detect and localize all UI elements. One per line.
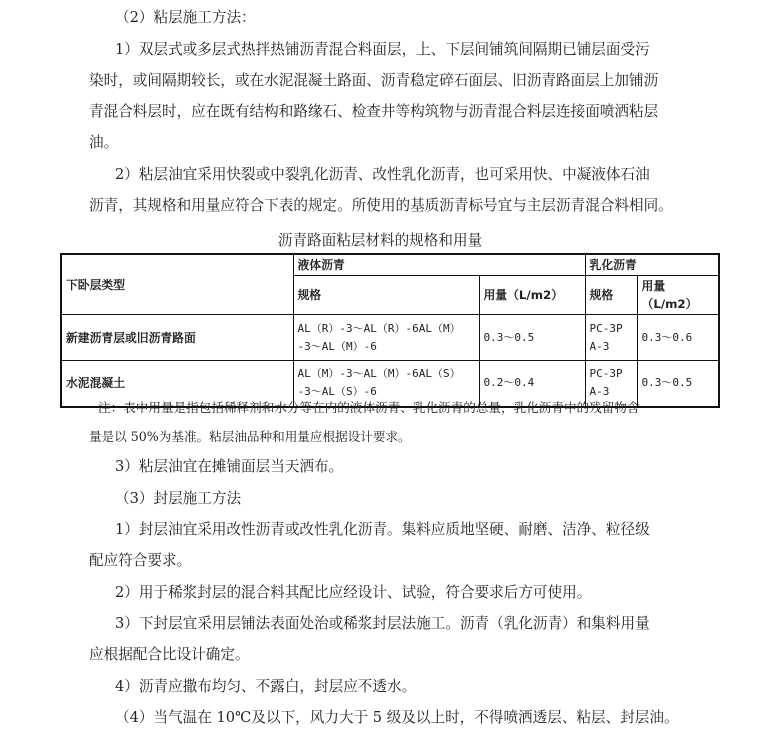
seal-item4: 4）沥青应撒布均匀、不露白，封层应不透水。 — [115, 678, 417, 695]
seal-item3-line2: 应根据配合比设计确定。 — [89, 646, 250, 663]
header-emulsified-asphalt: 乳化沥青 — [585, 254, 719, 276]
header-layer-type: 下卧层类型 — [61, 254, 293, 315]
tack-item1-line4: 油。 — [89, 134, 119, 151]
weather-condition: （4）当气温在 10℃及以下，风力大于 5 级及以上时，不得喷洒透层、粘层、封层油。 — [115, 709, 679, 726]
row-emul-dosage: 0.3～0.5 — [637, 361, 719, 407]
table-caption: 沥青路面粘层材料的规格和用量 — [277, 232, 483, 249]
row-emul-spec: PC-3P A-3 — [585, 361, 637, 407]
header-spec-2: 规格 — [585, 276, 637, 315]
table-row — [61, 315, 719, 361]
seal-item1-line2: 配应符合要求。 — [89, 552, 192, 569]
row-liquid-dosage: 0.2～0.4 — [479, 361, 585, 407]
row-liquid-spec: AL（M）-3～AL（M）-6AL（S） -3～AL（S）-6 — [293, 361, 479, 407]
tack-item2-line2: 沥青，其规格和用量应符合下表的规定。所使用的基质沥青标号宜与主层沥青混合料相同。 — [89, 197, 673, 214]
tack-item3: 3）粘层油宜在摊铺面层当天洒布。 — [115, 458, 344, 475]
header-spec: 规格 — [293, 276, 479, 315]
tack-coat-heading: （2）粘层施工方法： — [115, 9, 256, 26]
row-liquid-dosage: 0.3～0.5 — [479, 315, 585, 361]
row-liquid-spec: AL（R）-3～AL（R）-6AL（M） -3～AL（M）-6 — [293, 315, 479, 361]
tack-item1-line2: 染时，或间隔期较长，或在水泥混凝土路面、沥青稳定碎石面层、旧沥青路面层上加铺沥 — [89, 72, 659, 89]
header-dosage: 用量（L/m2） — [479, 276, 585, 315]
table-note-line1: 注：表中用量是指包括稀释剂和水分等在内的液体沥青、乳化沥青的总量，乳化沥青中的残留物含 — [98, 400, 640, 415]
row-emul-spec: PC-3P A-3 — [585, 315, 637, 361]
header-liquid-asphalt: 液体沥青 — [293, 254, 585, 276]
tack-item1-line1: 1）双层式或多层式热拌热铺沥青混合料面层，上、下层间铺筑间隔期已铺层面受污 — [115, 41, 650, 58]
seal-item1-line1: 1）封层油宜采用改性沥青或改性乳化沥青。集料应质地坚硬、耐磨、洁净、粒径级 — [115, 521, 650, 538]
seal-item3-line1: 3）下封层宜采用层铺法表面处治或稀浆封层法施工。沥青（乳化沥青）和集料用量 — [115, 615, 650, 632]
seal-item2: 2）用于稀浆封层的混合料其配比应经设计、试验，符合要求后方可使用。 — [115, 584, 592, 601]
table-note-line2: 量是以 50%为基准。粘层油品种和用量应根据设计要求。 — [89, 429, 411, 444]
row-layer: 水泥混凝土 — [61, 361, 293, 407]
tack-item1-line3: 青混合料层时，应在既有结构和路缘石、检查井等构筑物与沥青混合料层连接面喷洒粘层 — [89, 103, 659, 120]
row-emul-dosage: 0.3～0.6 — [637, 315, 719, 361]
row-layer: 新建沥青层或旧沥青路面 — [61, 315, 293, 361]
tack-item2-line1: 2）粘层油宜采用快裂或中裂乳化沥青、改性乳化沥青，也可采用快、中凝液体石油 — [115, 166, 650, 183]
spec-table — [60, 253, 720, 408]
header-dosage-2: 用量（L/m2） — [637, 276, 719, 315]
seal-coat-heading: （3）封层施工方法 — [115, 490, 242, 507]
